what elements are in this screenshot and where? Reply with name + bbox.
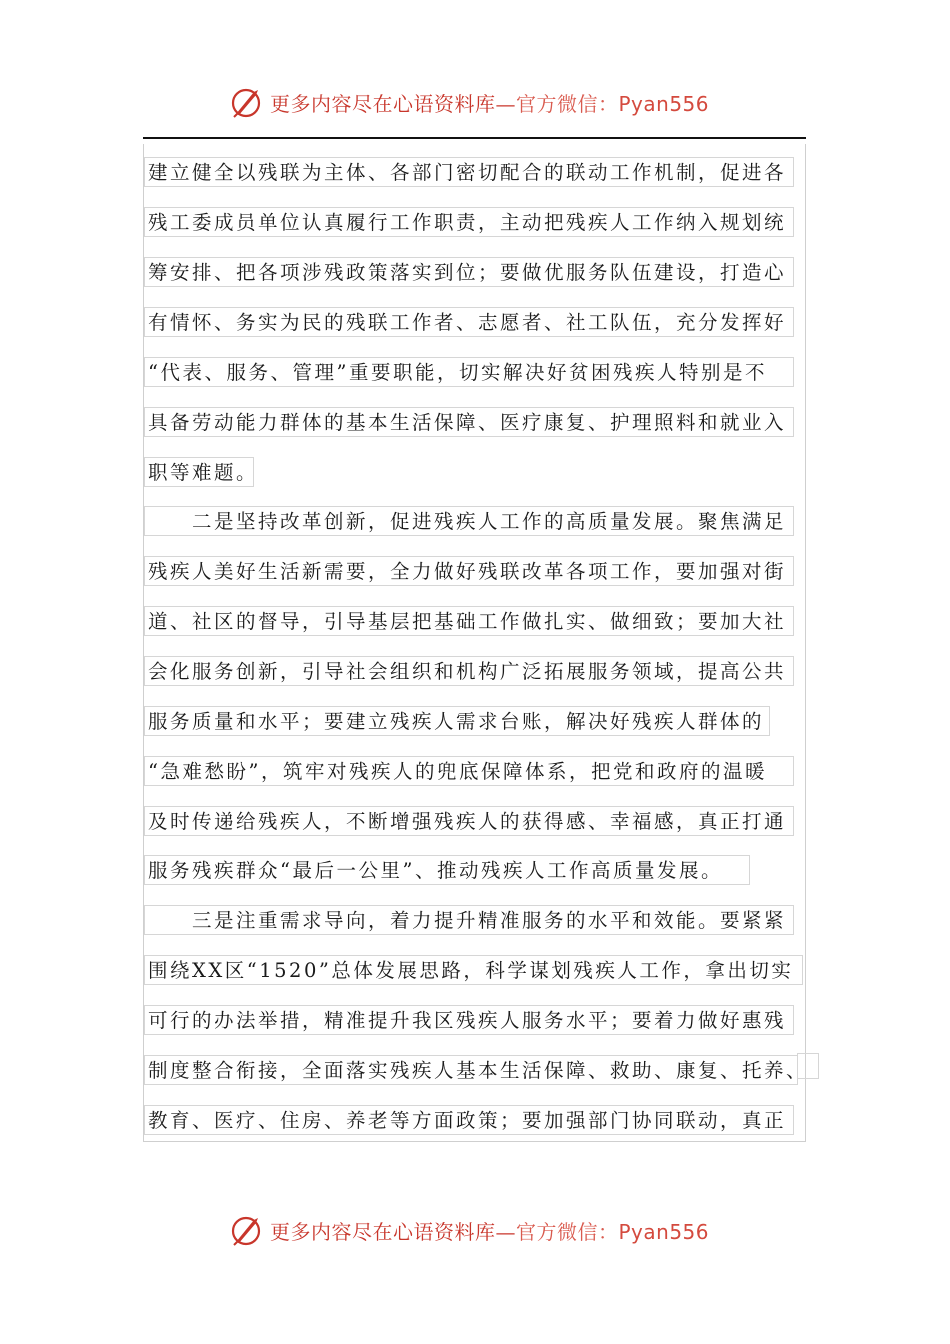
page-header [0, 78, 950, 128]
text-line: 残疾人美好生活新需要，全力做好残联改革各项工作，要加强对街 [144, 556, 794, 586]
watermark-wechat-id: Pyan556 [618, 91, 710, 116]
text-line: 道、社区的督导，引导基层把基础工作做扎实、做细致；要加大社 [144, 606, 794, 636]
text-line: “代表、服务、管理”重要职能，切实解决好贫困残疾人特别是不 [144, 357, 794, 387]
text-line: 教育、医疗、住房、养老等方面政策；要加强部门协同联动，真正 [144, 1105, 794, 1135]
text-line: 残工委成员单位认真履行工作职责，主动把残疾人工作纳入规划统 [144, 207, 794, 237]
text-line: 及时传递给残疾人，不断增强残疾人的获得感、幸福感，真正打通 [144, 806, 794, 836]
text-line: 服务残疾群众“最后一公里”、推动残疾人工作高质量发展。 [144, 855, 750, 885]
text-line: “急难愁盼”，筑牢对残疾人的兜底保障体系，把党和政府的温暖 [144, 756, 794, 786]
text-line: 筹安排、把各项涉残政策落实到位；要做优服务队伍建设，打造心 [144, 257, 794, 287]
watermark-text [270, 1216, 709, 1245]
watermark-wechat-label: 官方微信： [516, 1219, 619, 1244]
text-line: 具备劳动能力群体的基本生活保障、医疗康复、护理照料和就业入 [144, 407, 794, 437]
text-line: 建立健全以残联为主体、各部门密切配合的联动工作机制，促进各 [144, 157, 794, 187]
footer-watermark [228, 1212, 709, 1248]
overflow-box [797, 1053, 819, 1079]
text-line: 服务质量和水平；要建立残疾人需求台账，解决好残疾人群体的 [144, 706, 770, 736]
text-line: 有情怀、务实为民的残联工作者、志愿者、社工队伍，充分发挥好 [144, 307, 794, 337]
text-line: 三是注重需求导向，着力提升精准服务的水平和效能。要紧紧 [144, 905, 794, 935]
text-line: 二是坚持改革创新，促进残疾人工作的高质量发展。聚焦满足 [144, 506, 794, 536]
header-rule [143, 137, 806, 139]
watermark-wechat-id: Pyan556 [618, 1219, 710, 1244]
header-watermark [228, 84, 709, 120]
text-line: 制度整合衔接，全面落实残疾人基本生活保障、救助、康复、托养、 [144, 1055, 798, 1085]
content-frame [143, 144, 806, 1142]
watermark-text [270, 88, 709, 117]
quill-pen-icon [228, 1212, 264, 1248]
page-footer [0, 1206, 950, 1256]
watermark-brand: 更多内容尽在心语资料库 [270, 91, 496, 116]
watermark-brand: 更多内容尽在心语资料库 [270, 1219, 496, 1244]
watermark-dash: — [495, 1219, 516, 1244]
text-line: 会化服务创新，引导社会组织和机构广泛拓展服务领域，提高公共 [144, 656, 794, 686]
watermark-dash: — [495, 91, 516, 116]
text-line: 可行的办法举措，精准提升我区残疾人服务水平；要着力做好惠残 [144, 1005, 794, 1035]
watermark-wechat-label: 官方微信： [516, 91, 619, 116]
quill-pen-icon [228, 84, 264, 120]
text-line: 围绕XX区“1520”总体发展思路，科学谋划残疾人工作，拿出切实 [144, 955, 803, 985]
text-line: 职等难题。 [144, 457, 254, 487]
